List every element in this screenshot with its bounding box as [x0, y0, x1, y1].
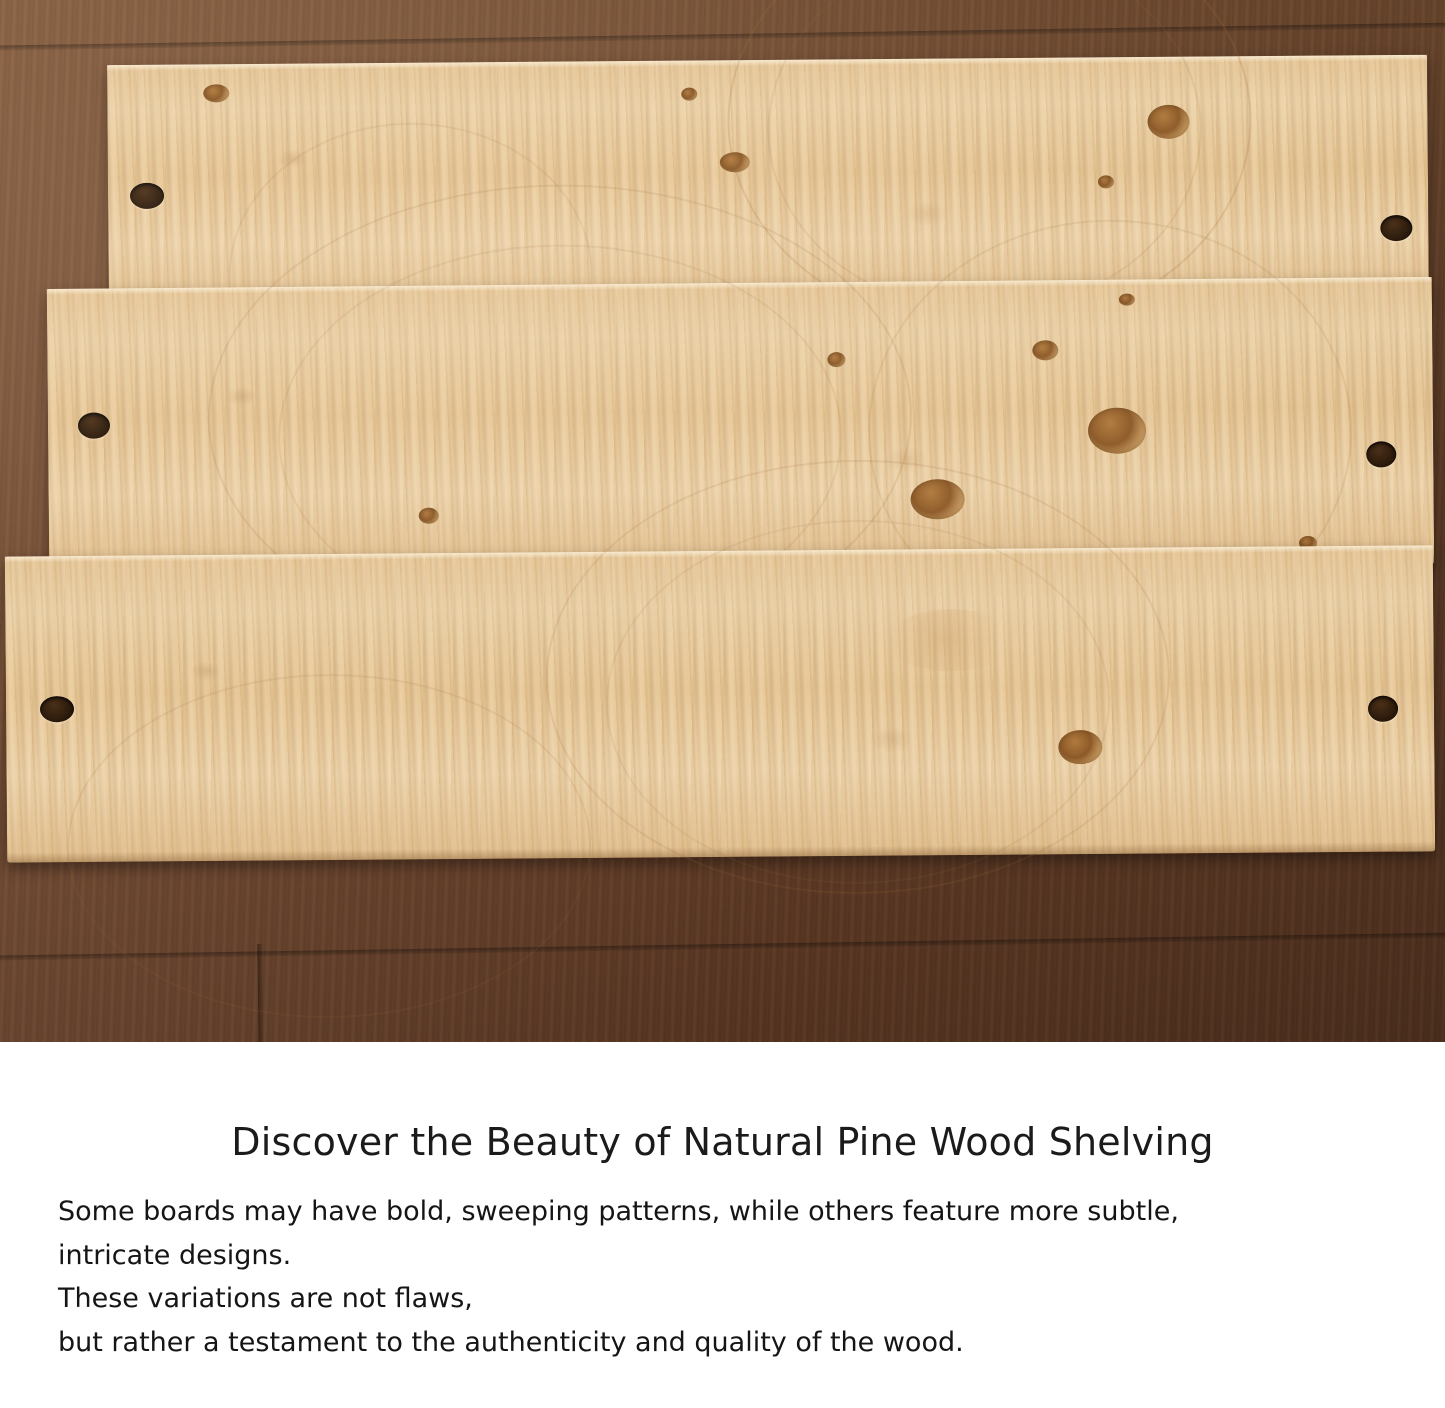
- wood-knot: [1147, 105, 1189, 139]
- wood-knot: [1098, 175, 1114, 188]
- caption-line: Some boards may have bold, sweeping patterns, while others feature more subtle,: [58, 1196, 1179, 1227]
- wood-knot: [681, 88, 697, 101]
- caption-title: Discover the Beauty of Natural Pine Wood Shelving: [231, 1120, 1214, 1164]
- wood-knot: [1032, 340, 1058, 360]
- wood-knot: [419, 508, 439, 524]
- mounting-hole: [40, 696, 74, 722]
- wood-knot: [1058, 730, 1102, 764]
- mounting-hole: [1380, 215, 1412, 241]
- mounting-hole: [78, 413, 110, 439]
- caption-line: These variations are not flaws,: [58, 1283, 473, 1315]
- wood-knot: [720, 152, 750, 172]
- caption-body: [0, 1164, 1445, 1365]
- caption-block: [0, 1042, 1445, 1408]
- mounting-hole: [1366, 441, 1396, 467]
- caption-line: but rather a testament to the authenticity and quality of the wood.: [58, 1327, 964, 1359]
- wood-knot: [1088, 407, 1146, 454]
- caption-line: intricate designs.: [58, 1239, 292, 1271]
- wood-knot: [827, 352, 845, 367]
- mounting-hole: [130, 183, 164, 209]
- wood-knot: [203, 84, 229, 102]
- mounting-hole: [1368, 696, 1398, 722]
- pine-shelf-board-bottom: [5, 545, 1435, 862]
- wood-knot: [1119, 294, 1135, 306]
